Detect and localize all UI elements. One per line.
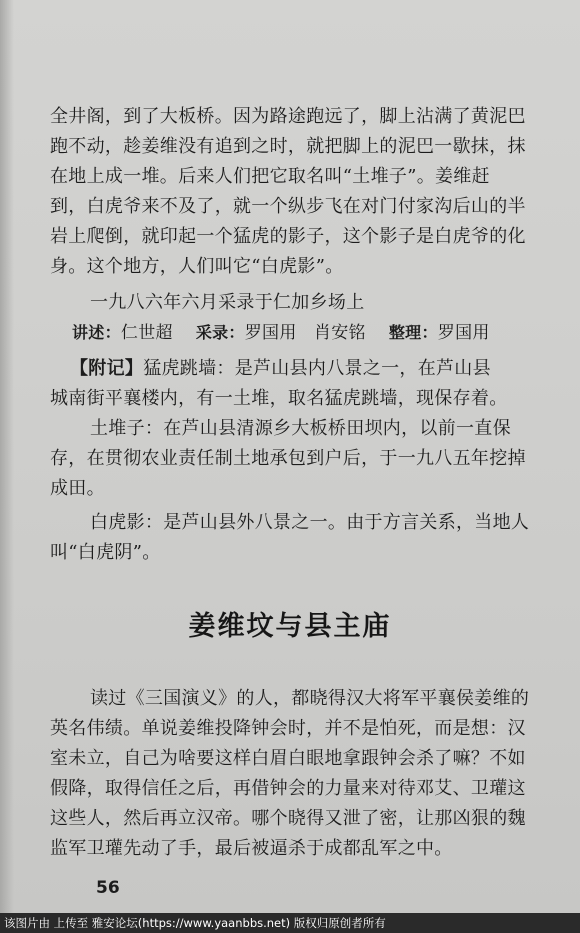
appendix-text: 猛虎跳墙：是芦山县内八景之一，在芦山县	[143, 358, 491, 379]
story-line: 全井阁，到了大板桥。因为路途跑远了，脚上沾满了黄泥巴	[50, 106, 526, 127]
section-line: 室未立，自己为啥要这样白眉白眼地拿跟钟会杀了嘛？不如	[50, 748, 526, 769]
section-line: 假降，取得信任之后，再借钟会的力量来对待邓艾、卫瓘这	[50, 778, 526, 799]
appendix-line	[70, 358, 580, 380]
collector-names: 罗国用 肖安铭	[244, 323, 366, 343]
appendix-line: 存，在贯彻农业责任制土地承包到户后，于一九八五年挖掉	[50, 448, 526, 469]
appendix-line: 土堆子：在芦山县清源乡大板桥田坝内，以前一直保	[90, 418, 511, 439]
credits-line	[72, 322, 580, 344]
story-line: 岩上爬倒，就印起一个猛虎的影子，这个影子是白虎爷的化	[50, 226, 526, 247]
appendix-title: 【附记】	[70, 358, 144, 379]
story-line: 身。这个地方，人们叫它“白虎影”。	[50, 256, 344, 277]
section-title: 姜维坟与县主庙	[188, 611, 392, 642]
story-line: 在地上成一堆。后来人们把它取名叫“土堆子”。姜维赶	[50, 166, 490, 187]
appendix-line: 成田。	[50, 478, 105, 499]
watermark-footer: 该图片由 上传至 雅安论坛(https://www.yaanbbs.net) 版权归原创者所有	[0, 913, 580, 933]
story-line: 跑不动，趁姜维没有追到之时，就把脚上的泥巴一歇抹，抹	[50, 136, 526, 157]
record-line: 一九八六年六月采录于仁加乡场上	[90, 292, 365, 313]
section-line: 这些人，然后再立汉帝。哪个晓得又泄了密，让那凶狠的魏	[50, 808, 526, 829]
appendix-line: 叫“白虎阴”。	[50, 542, 161, 563]
editor-name: 罗国用	[437, 323, 490, 343]
section-line: 读过《三国演义》的人，都晓得汉大将军平襄侯姜维的	[90, 688, 530, 709]
narrator-name: 仁世超	[120, 323, 173, 343]
collector-label: 采录：	[195, 323, 245, 342]
page-number: 56	[96, 878, 120, 898]
editor-label: 整理：	[388, 323, 438, 342]
section-line: 英名伟绩。单说姜维投降钟会时，并不是怕死，而是想：汉	[50, 718, 526, 739]
narrator-label: 讲述：	[72, 323, 121, 342]
appendix-line: 城南街平襄楼内，有一土堆，取名猛虎跳墙，现保存着。	[50, 388, 508, 409]
appendix-line: 白虎影：是芦山县外八景之一。由于方言关系，当地人	[90, 512, 530, 533]
section-line: 监军卫瓘先动了手，最后被逼杀于成都乱军之中。	[50, 838, 453, 859]
story-line: 到，白虎爷来不及了，就一个纵步飞在对门付家沟后山的半	[50, 196, 526, 217]
page-edge-shadow	[0, 0, 14, 913]
